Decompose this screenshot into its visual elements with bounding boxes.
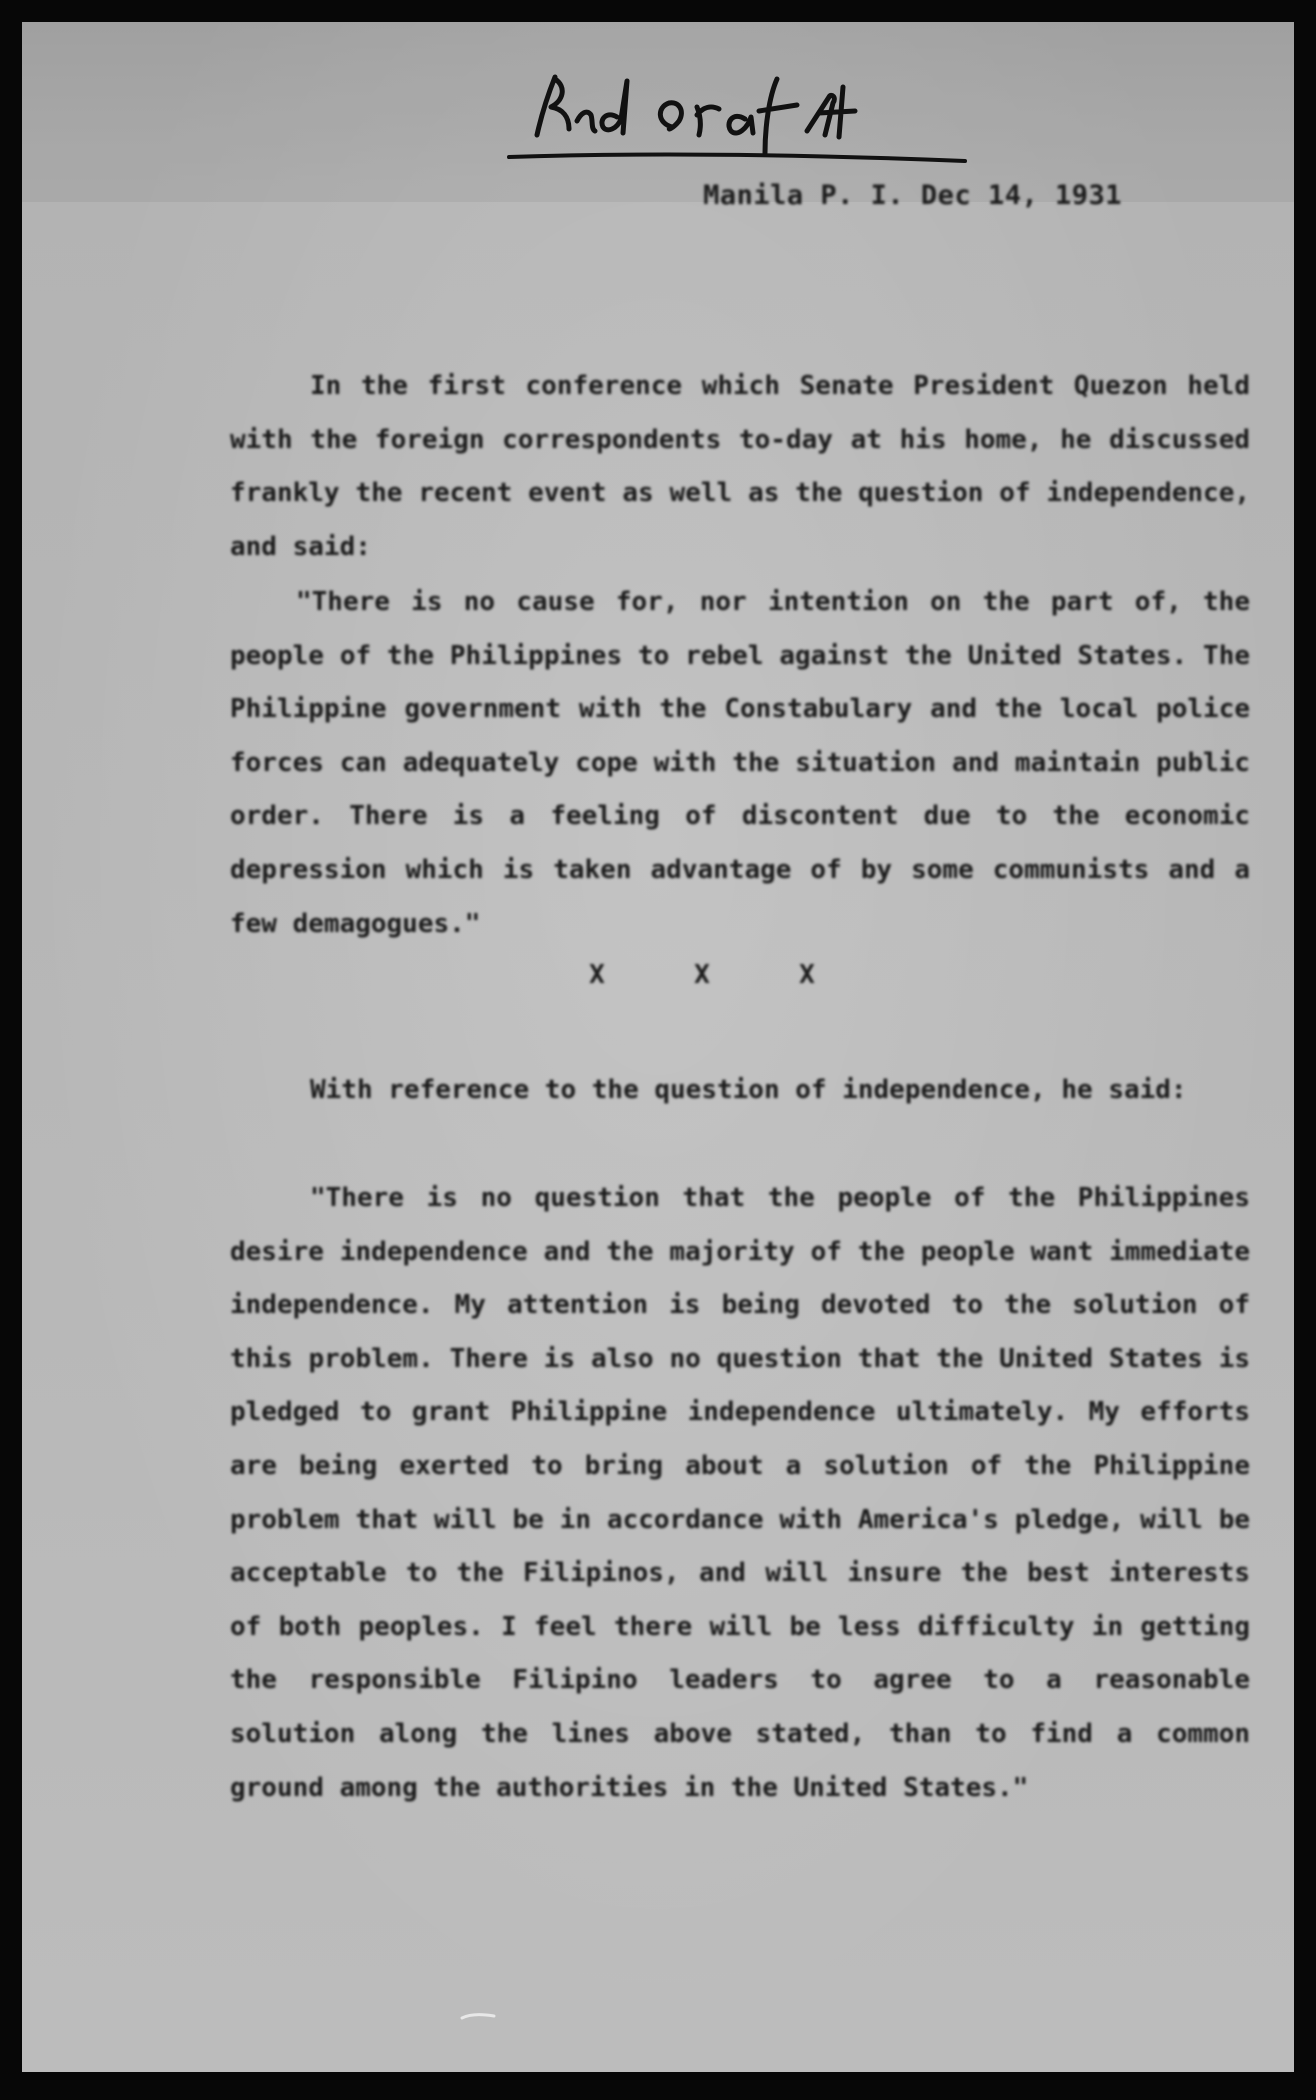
- handwriting-icon: [507, 57, 967, 167]
- separator-mark: X: [799, 960, 815, 990]
- dateline: Manila P. I. Dec 14, 1931: [703, 180, 1122, 211]
- section-separator: [582, 960, 822, 990]
- paper-mark-icon: [460, 2010, 500, 2022]
- paragraph-independence-intro: With reference to the question of independence, he said:: [310, 1075, 1187, 1105]
- paragraph-intro: In the first conference which Senate President Quezon held with the foreign correspondents to-day at his home, he discussed frankly the recent event as well as the question of independence, and said:: [230, 371, 1250, 562]
- paragraph-quote-independence: "There is no question that the people of the Philippines desire independence and the majority of the people want immediate independence. My attention is being devoted to the solution of this problem. There is also no question that the United States is pledged to grant Philippine independence ultimately. My efforts are being exerted to bring about a solution of the Philippine problem that will be in accordance with America's pledge, will be acceptable to the Filipinos, and will insure the best interests of both peoples. I feel there will be less difficulty in getting the responsible Filipino leaders to agree to a reasonable solution along the lines above stated, than to find a common ground among the authorities in the United States.": [230, 1183, 1250, 1803]
- document-page: [22, 22, 1294, 2072]
- separator-mark: X: [589, 960, 605, 990]
- paragraph-quote-rebellion: "There is no cause for, nor intention on the part of, the people of the Philippines to rebel against the United States. The Philippine government with the Constabulary and the local police forces can adequately cope with the situation and maintain public order. There is a feeling of discontent due to the economic depression which is taken advantage of by some communists and a few demagogues.": [230, 587, 1250, 939]
- handwritten-draft-note: [507, 57, 967, 167]
- separator-mark: X: [694, 960, 710, 990]
